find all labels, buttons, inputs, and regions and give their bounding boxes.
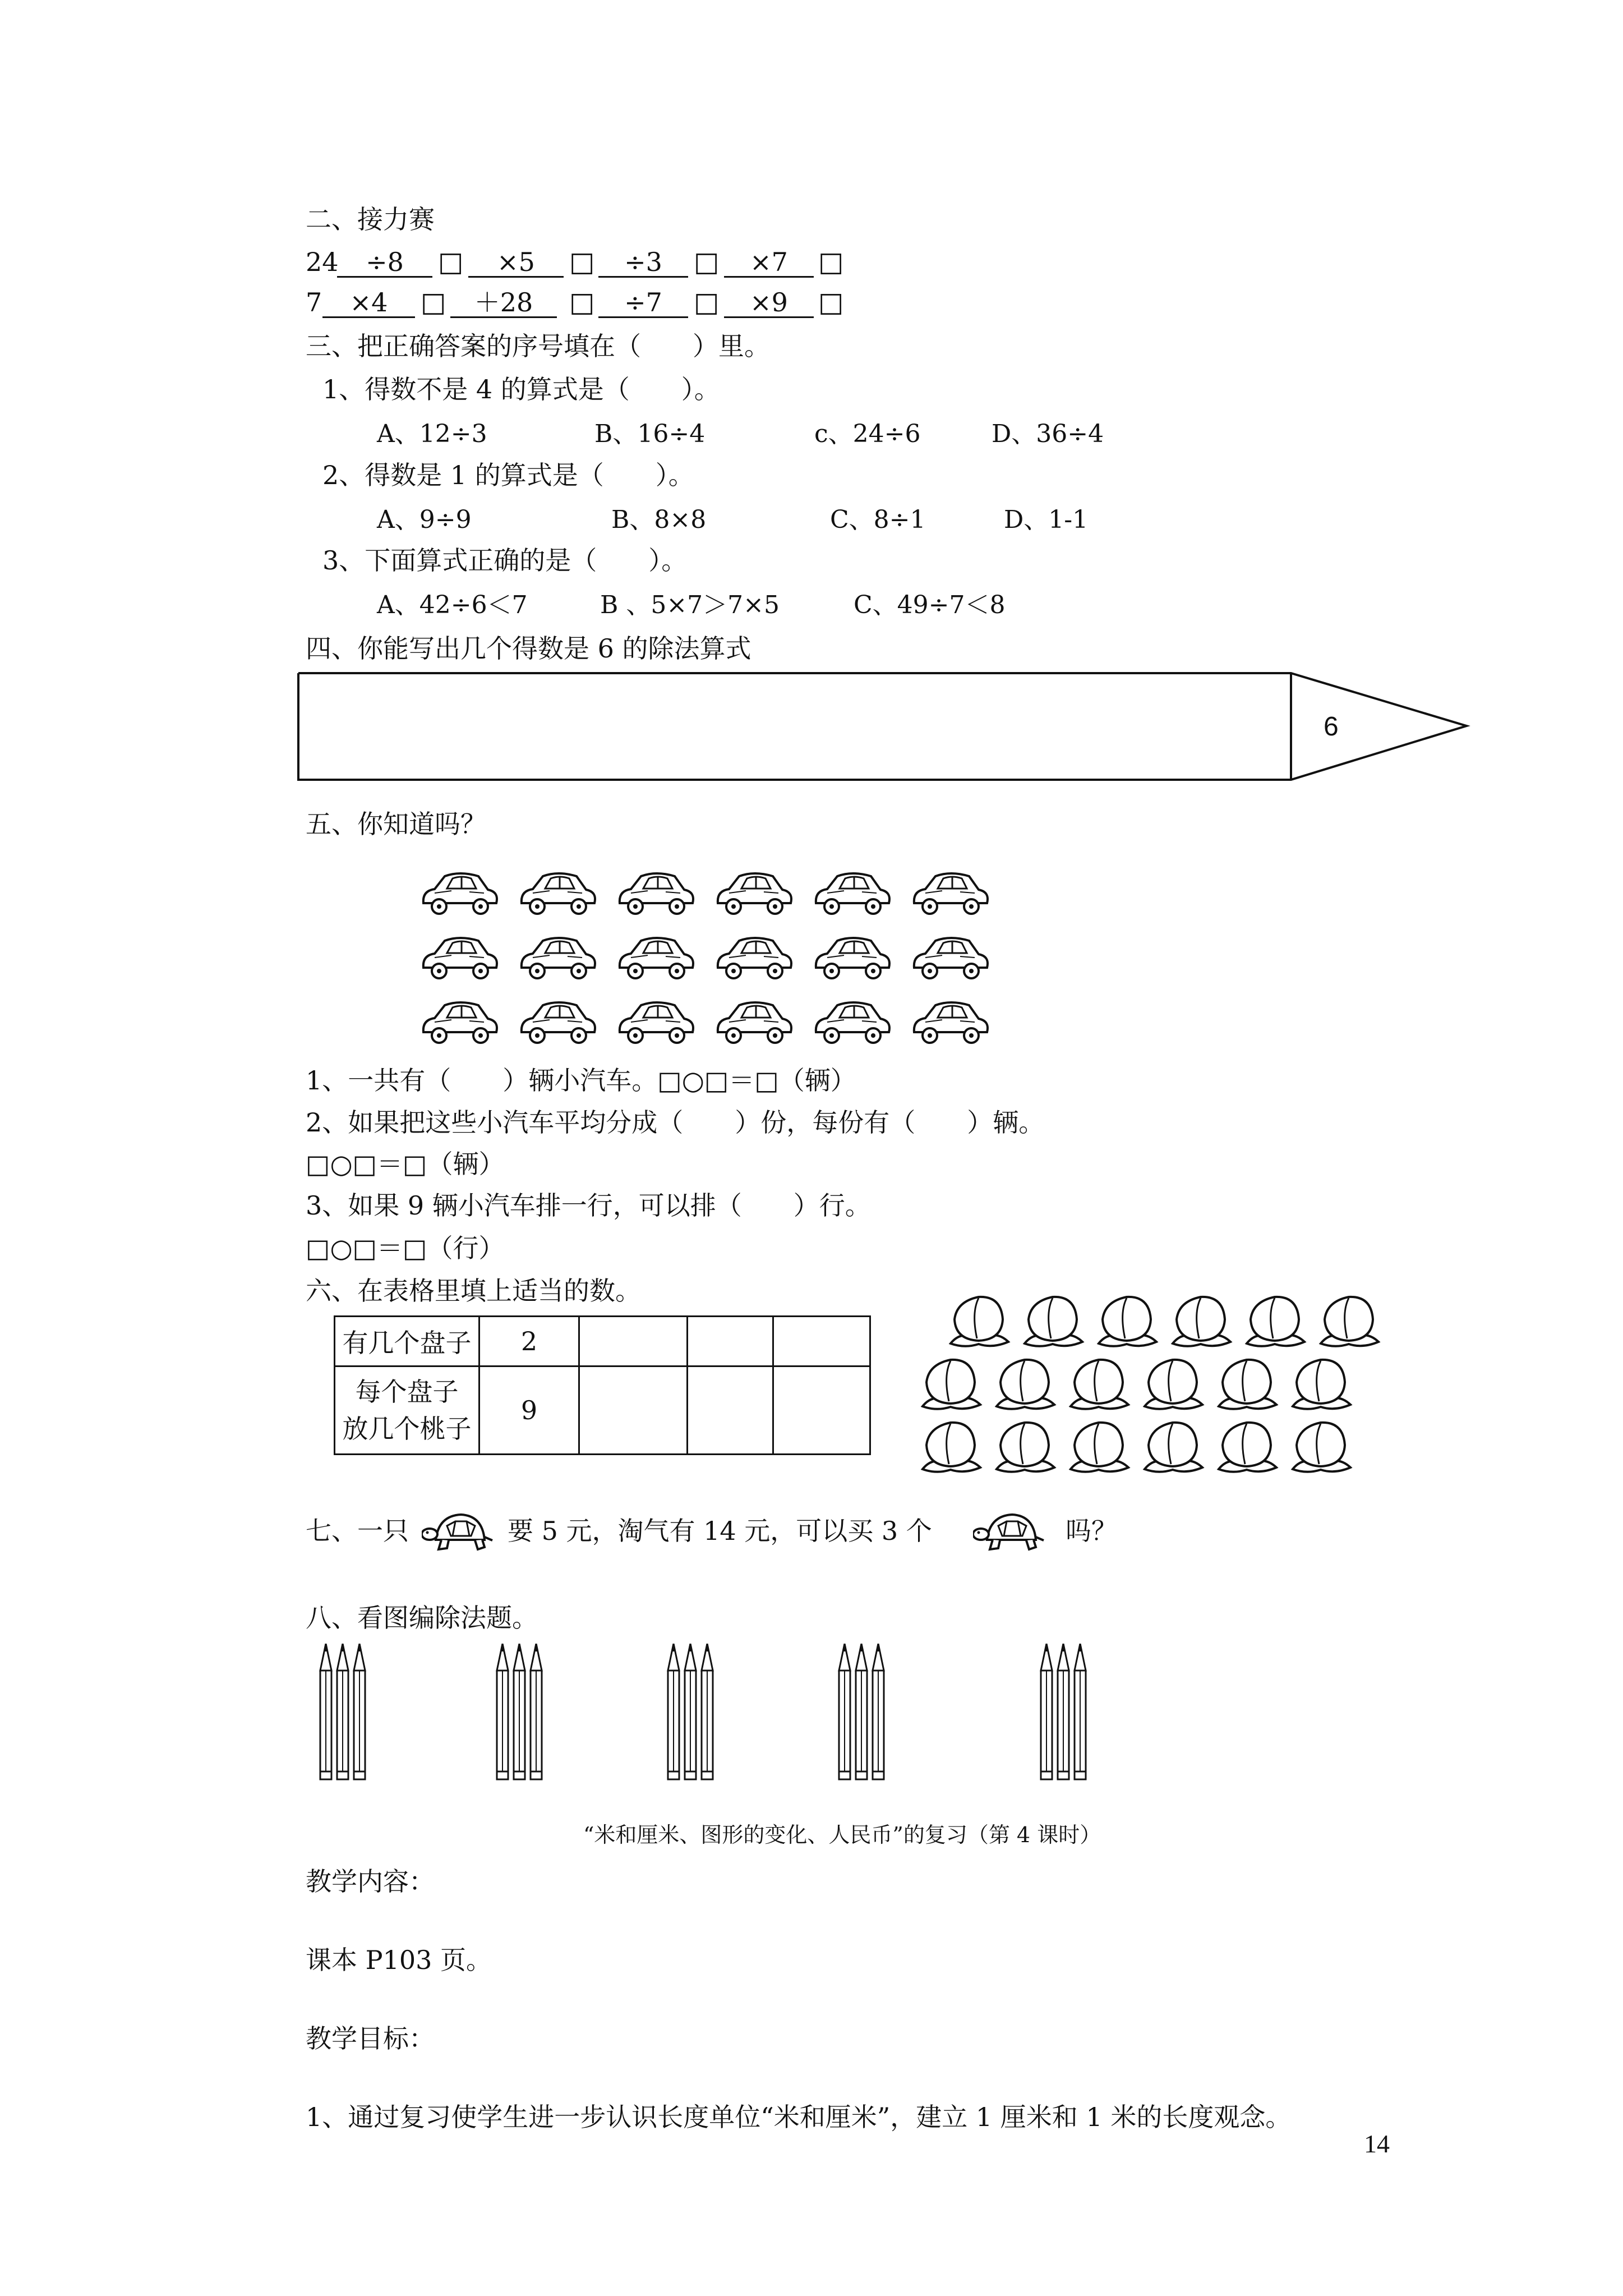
relay-op: ×9: [724, 286, 814, 318]
peach-icon: [1164, 1290, 1237, 1352]
peach-icon: [1016, 1290, 1089, 1352]
peach-icon: [1284, 1353, 1357, 1415]
car-icon: [909, 993, 993, 1049]
relay-box: □: [569, 246, 595, 278]
relay-start: 7: [306, 287, 322, 318]
pencil-group: [494, 1644, 583, 1784]
peach-icon: [1312, 1290, 1385, 1352]
q1-option-b: B、16÷4: [594, 420, 706, 448]
car-icon: [614, 928, 698, 984]
turtle-icon: [422, 1509, 495, 1554]
row2-label-line2: 放几个桃子: [342, 1414, 472, 1444]
q1-option-c: c、24÷6: [814, 420, 921, 448]
relay-box: □: [818, 287, 844, 318]
q3-option-a: A、42÷6＜7: [377, 591, 528, 619]
q2-option-c: C、8÷1: [830, 505, 926, 534]
row2-label-line1: 每个盘子: [355, 1377, 459, 1407]
page-number: 14: [1364, 2129, 1390, 2158]
car-icon: [810, 928, 895, 984]
car-icon: [909, 928, 993, 984]
table-row: [335, 1317, 870, 1366]
q3-option-b: B 、5×7＞7×5: [600, 591, 780, 619]
peach-icon: [1136, 1416, 1209, 1478]
relay-box: □: [421, 287, 446, 318]
car-icon: [614, 993, 698, 1049]
section5-item-4: 3、如果 9 辆小汽车排一行，可以排（ ）行。: [306, 1190, 871, 1221]
section6-heading: 六、在表格里填上适当的数。: [306, 1276, 641, 1306]
table-cell[interactable]: [773, 1366, 870, 1455]
table-cell[interactable]: [773, 1317, 870, 1366]
table-cell[interactable]: [579, 1317, 688, 1366]
section7-part1: 七、一只: [306, 1516, 409, 1546]
q2-option-d: D、1-1: [1004, 505, 1089, 534]
relay-box: □: [569, 287, 595, 318]
pencil-group: [665, 1644, 754, 1784]
peach-icon: [1284, 1416, 1357, 1478]
car-icon: [516, 928, 600, 984]
section5-item-2: 2、如果把这些小汽车平均分成（ ）份，每份有（ ）辆。: [306, 1107, 1045, 1138]
q3-option-c: C、49÷7＜8: [854, 591, 1006, 619]
section5-item-1: 1、一共有（ ）辆小汽车。□○□＝□（辆）: [306, 1065, 856, 1096]
relay-op: ÷8: [337, 246, 432, 278]
peach-icon: [914, 1353, 987, 1415]
teaching-content-text: 课本 P103 页。: [306, 1945, 492, 1975]
question-3: 3、下面算式正确的是（ ）。: [322, 545, 688, 576]
peach-icon: [1210, 1416, 1283, 1478]
section2-heading: 二、接力赛: [306, 204, 435, 234]
peach-icon: [1136, 1353, 1209, 1415]
peach-icon: [1062, 1416, 1135, 1478]
pencil-group: [317, 1644, 407, 1784]
peach-icon: [1238, 1290, 1311, 1352]
q2-option-b: B、8×8: [611, 505, 707, 534]
relay-box: □: [694, 246, 720, 278]
table-row: [335, 1366, 870, 1455]
car-icon: [909, 864, 993, 920]
car-icon: [516, 993, 600, 1049]
relay-op: ÷3: [598, 246, 688, 278]
peach-icon: [988, 1416, 1061, 1478]
relay-box: □: [694, 287, 720, 318]
q2-option-a: A、9÷9: [377, 505, 472, 534]
section7-part3: 吗？: [1066, 1516, 1117, 1546]
relay-op: ÷7: [598, 286, 688, 318]
peach-icon: [988, 1353, 1061, 1415]
car-icon: [418, 864, 502, 920]
table-cell: 9: [479, 1366, 579, 1455]
section4-heading: 四、你能写出几个得数是 6 的除法算式: [306, 633, 751, 664]
teaching-content-label: 教学内容：: [306, 1866, 435, 1897]
peach-icon: [942, 1290, 1015, 1352]
fill-table: [334, 1315, 871, 1455]
table-row-label: 有几个盘子: [335, 1317, 479, 1366]
car-icon: [712, 864, 796, 920]
relay-op: ＋28: [450, 286, 557, 318]
relay-op: ×5: [468, 246, 564, 278]
answer-arrow-box: [297, 672, 1475, 784]
peach-icon: [1210, 1353, 1283, 1415]
car-icon: [516, 864, 600, 920]
section5-item-5: □○□＝□（行）: [306, 1233, 505, 1263]
table-cell: 2: [479, 1317, 579, 1366]
table-row-label: [335, 1366, 479, 1455]
relay-box: □: [438, 246, 464, 278]
peach-icon: [1090, 1290, 1163, 1352]
table-cell[interactable]: [688, 1366, 773, 1455]
pencil-group: [836, 1644, 925, 1784]
q1-option-a: A、12÷3: [377, 420, 487, 448]
relay-op: ×4: [322, 286, 415, 318]
section8-heading: 八、看图编除法题。: [306, 1603, 538, 1633]
peach-icon: [914, 1416, 987, 1478]
arrow-value: 6: [1324, 712, 1339, 742]
table-cell[interactable]: [688, 1317, 773, 1366]
relay-start: 24: [306, 247, 339, 277]
teaching-goal-1: 1、通过复习使学生进一步认识长度单位“米和厘米”，建立 1 厘米和 1 米的长度观念。: [306, 2102, 1292, 2132]
section3-heading: 三、把正确答案的序号填在（ ）里。: [306, 331, 770, 361]
table-cell[interactable]: [579, 1366, 688, 1455]
pencil-group: [1038, 1644, 1127, 1784]
turtle-icon: [973, 1509, 1046, 1554]
car-grid: [418, 864, 1012, 1055]
car-icon: [810, 864, 895, 920]
peach-illustration: [914, 1290, 1396, 1481]
section5-item-3: □○□＝□（辆）: [306, 1149, 505, 1179]
car-icon: [712, 928, 796, 984]
section7-part2: 要 5 元，淘气有 14 元，可以买 3 个: [508, 1516, 932, 1546]
section5-heading: 五、你知道吗？: [306, 809, 486, 839]
question-1: 1、得数不是 4 的算式是（ ）。: [322, 374, 720, 404]
car-icon: [810, 993, 895, 1049]
car-icon: [712, 993, 796, 1049]
teaching-goal-label: 教学目标：: [306, 2023, 435, 2054]
question-2: 2、得数是 1 的算式是（ ）。: [322, 460, 694, 490]
car-icon: [614, 864, 698, 920]
relay-box: □: [818, 246, 844, 278]
peach-icon: [1062, 1353, 1135, 1415]
lesson-caption: “米和厘米、图形的变化、人民币”的复习（第 4 课时）: [583, 1823, 1101, 1847]
relay-op: ×7: [724, 246, 814, 278]
q1-option-d: D、36÷4: [992, 420, 1104, 448]
car-icon: [418, 928, 502, 984]
car-icon: [418, 993, 502, 1049]
